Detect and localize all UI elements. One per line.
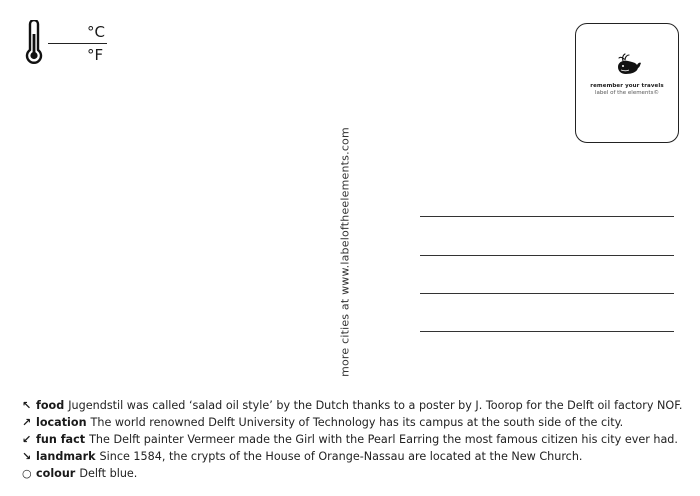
fact-location — [22, 414, 694, 431]
fact-text: Delft blue. — [79, 467, 138, 480]
fact-fun-fact — [22, 431, 694, 448]
stamp-tagline: remember your travels — [590, 83, 664, 89]
stamp-brand: label of the elements© — [595, 90, 659, 96]
fact-text: Since 1584, the crypts of the House of Orange-Nassau are located at the New Church. — [99, 450, 583, 463]
temperature-divider — [48, 43, 107, 44]
fact-key: food — [36, 399, 65, 412]
stamp-box — [575, 23, 679, 143]
fact-text: The world renowned Delft University of Technology has its campus at the south side of the city. — [90, 416, 624, 429]
address-line-2 — [420, 255, 674, 256]
celsius-label: °C — [87, 23, 105, 41]
arrow-down-left-icon: ↙ — [22, 433, 32, 446]
arrow-down-right-icon: ↘ — [22, 450, 32, 463]
address-line-1 — [420, 216, 674, 217]
fact-key: colour — [36, 467, 76, 480]
fact-text: Jugendstil was called ‘salad oil style’ by the Dutch thanks to a poster by J. Toorop for the Delft oil factory NOF. — [68, 399, 683, 412]
arrow-up-right-icon: ↗ — [22, 416, 32, 429]
fact-colour — [22, 465, 694, 482]
address-line-3 — [420, 293, 674, 294]
circle-icon: ○ — [22, 467, 32, 480]
whale-icon — [616, 53, 642, 77]
fact-landmark — [22, 448, 694, 465]
vertical-website-text: more cities at www.labeloftheelements.com — [338, 127, 352, 377]
vertical-website-text-container — [337, 126, 353, 378]
fact-key: location — [36, 416, 87, 429]
fact-key: landmark — [36, 450, 96, 463]
fact-food — [22, 397, 694, 414]
thermometer-icon — [24, 20, 44, 64]
fact-key: fun fact — [36, 433, 86, 446]
address-line-4 — [420, 331, 674, 332]
arrow-up-left-icon: ↖ — [22, 399, 32, 412]
facts-list — [22, 397, 694, 482]
fahrenheit-label: °F — [87, 46, 104, 64]
fact-text: The Delft painter Vermeer made the Girl with the Pearl Earring the most famous citizen his city ever had. — [89, 433, 678, 446]
